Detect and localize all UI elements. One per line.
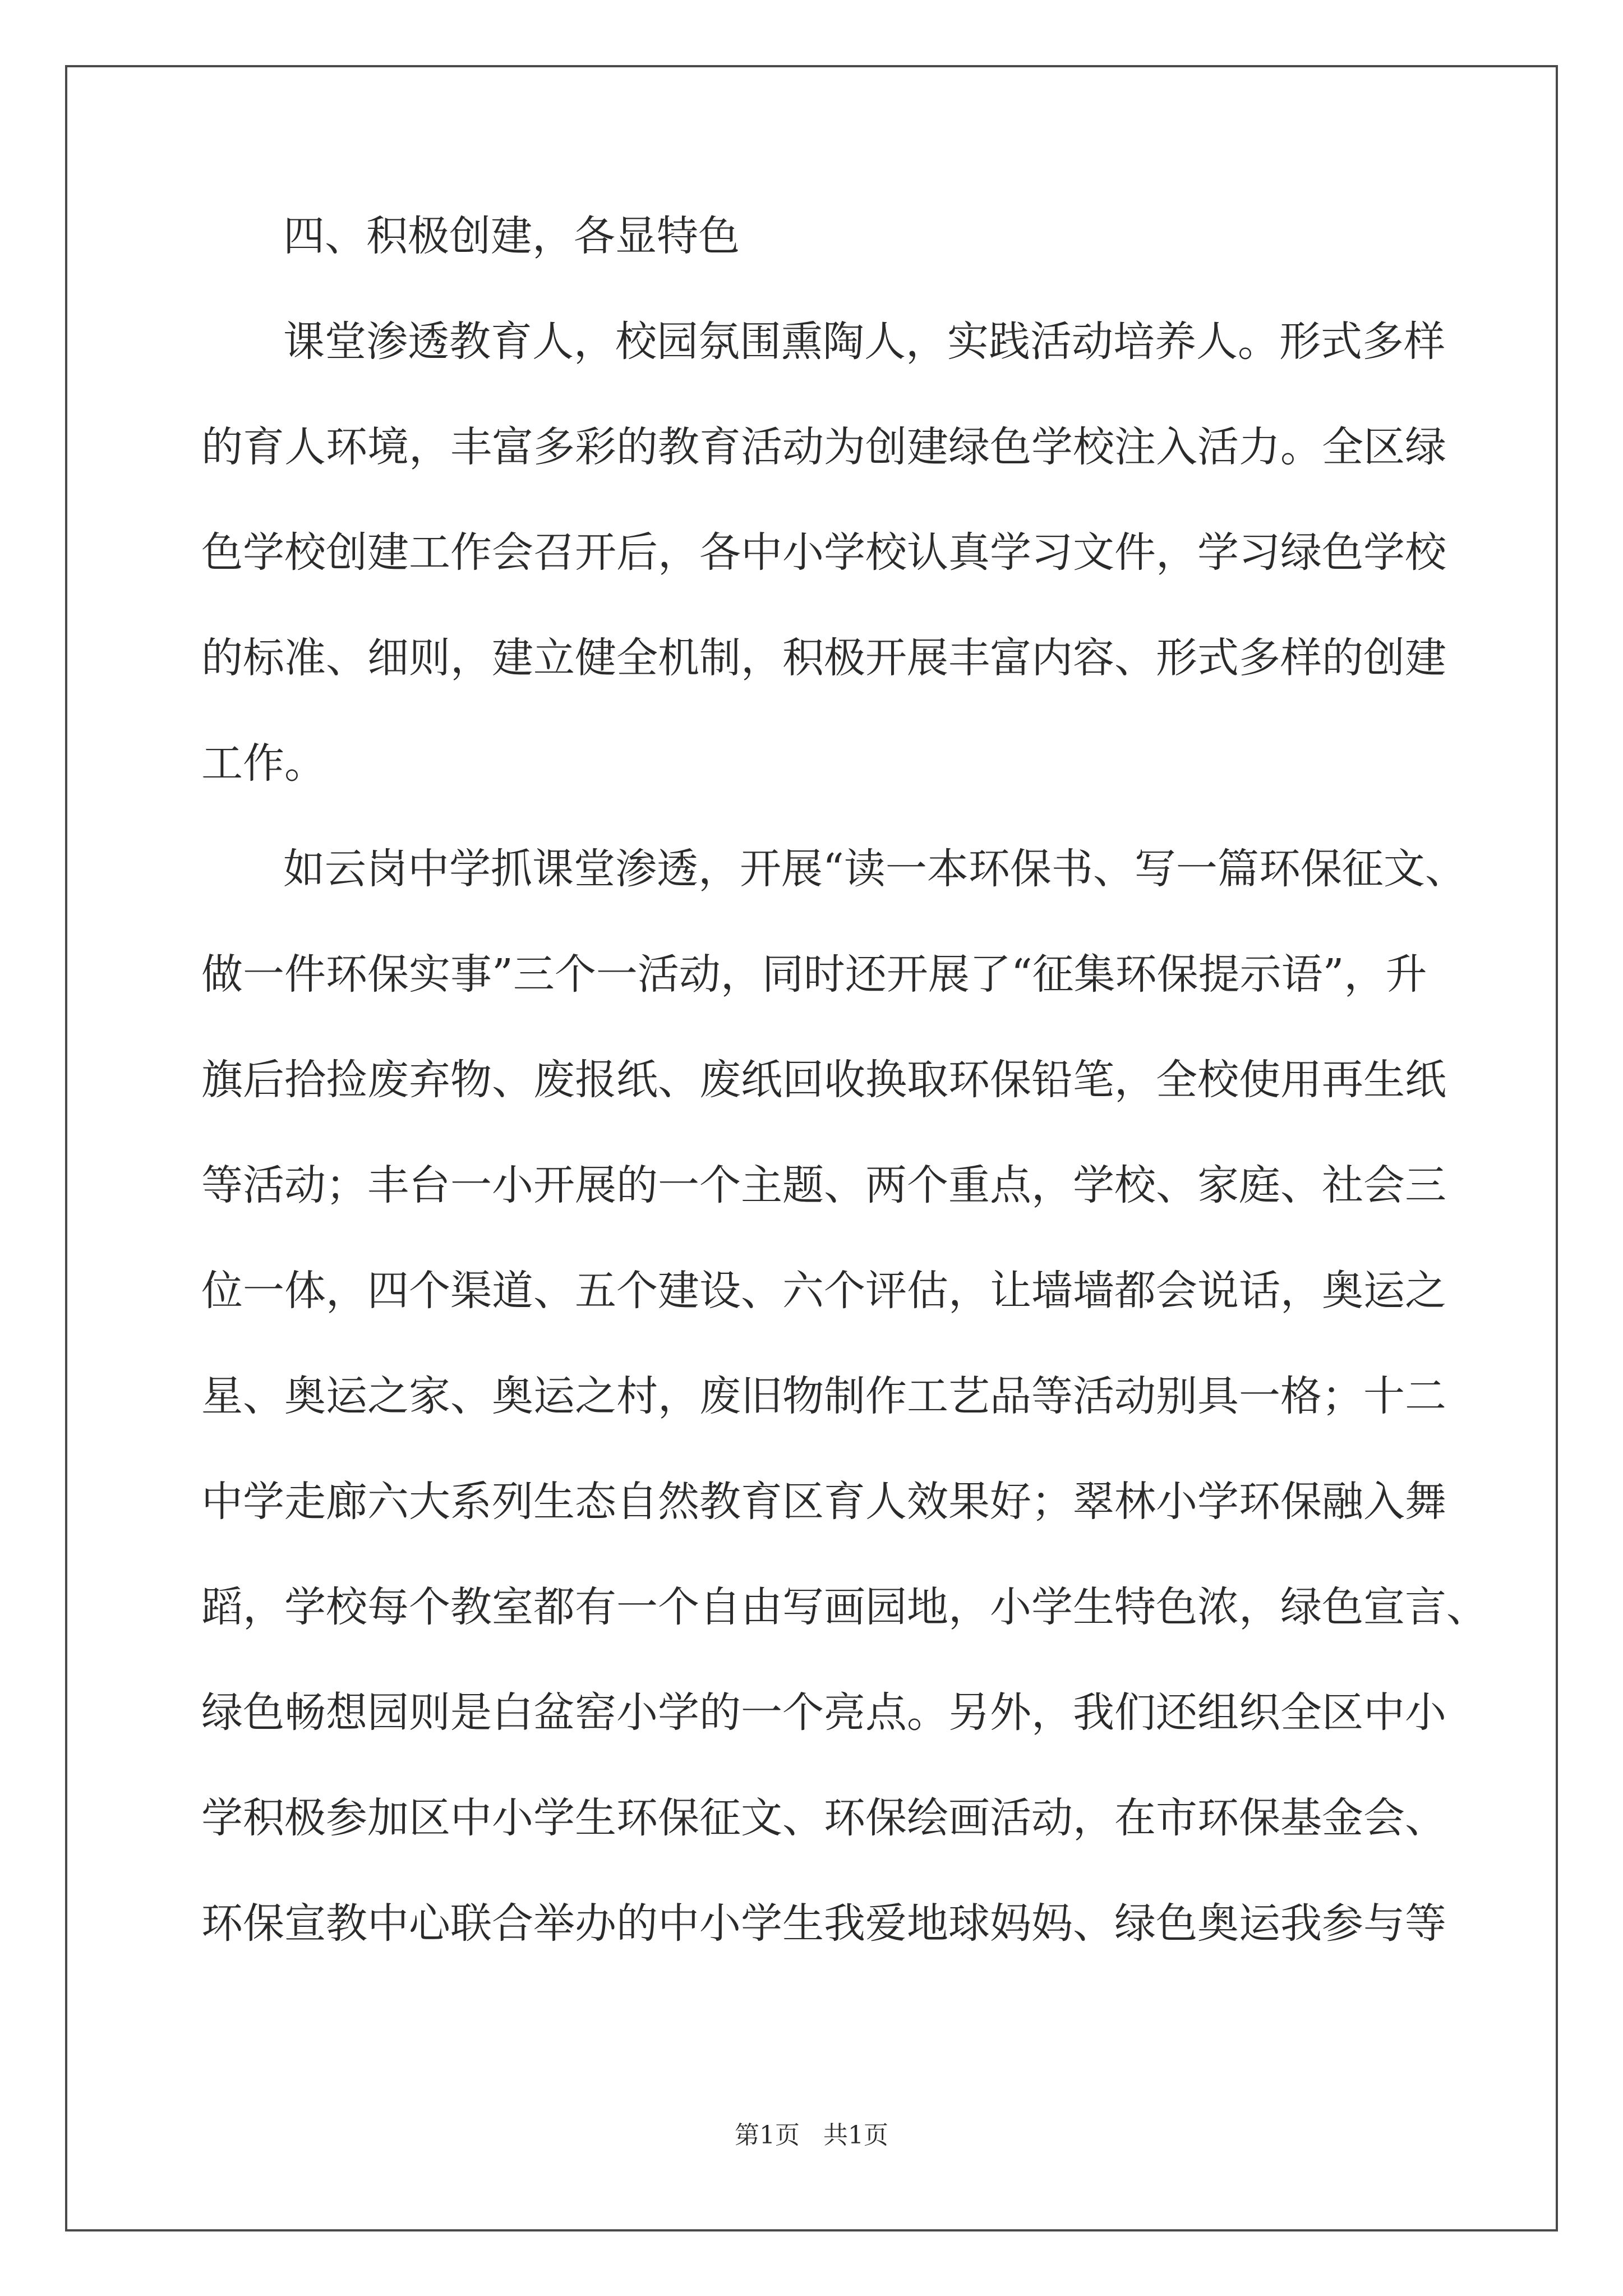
- text-line: 旗后拾捡废弃物、废报纸、废纸回收换取环保铅笔，全校使用再生纸: [201, 1056, 1446, 1104]
- section-heading: 四、积极创建，各显特色: [283, 212, 740, 260]
- text-line: 星、奥运之家、奥运之村，废旧物制作工艺品等活动别具一格；十二: [201, 1372, 1446, 1420]
- page-footer: 第1页 共1页: [735, 2121, 888, 2150]
- text-line: 学积极参加区中小学生环保征文、环保绘画活动，在市环保基金会、: [201, 1794, 1446, 1842]
- document-body: [201, 212, 1488, 2008]
- text-line: 绿色畅想园则是白盆窑小学的一个亮点。另外，我们还组织全区中小: [201, 1688, 1446, 1737]
- text-line: 等活动；丰台一小开展的一个主题、两个重点，学校、家庭、社会三: [201, 1161, 1446, 1209]
- text-line: 如云岗中学抓课堂渗透，开展“读一本环保书、写一篇环保征文、: [283, 845, 1467, 893]
- text-line: 环保宣教中心联合举办的中小学生我爱地球妈妈、绿色奥运我参与等: [201, 1899, 1446, 1948]
- text-line: 课堂渗透教育人，校园氛围熏陶人，实践活动培养人。形式多样: [283, 318, 1445, 366]
- text-line: 的标准、细则，建立健全机制，积极开展丰富内容、形式多样的创建: [201, 634, 1446, 682]
- text-line: 的育人环境，丰富多彩的教育活动为创建绿色学校注入活力。全区绿: [201, 423, 1446, 471]
- text-line: 工作。: [201, 739, 326, 788]
- text-line: 位一体，四个渠道、五个建设、六个评估，让墙墙都会说话，奥运之: [201, 1267, 1446, 1315]
- text-line: 做一件环保实事”三个一活动，同时还开展了“征集环保提示语”，升: [201, 950, 1427, 999]
- text-line: 中学走廊六大系列生态自然教育区育人效果好；翠林小学环保融入舞: [201, 1478, 1446, 1526]
- text-line: 色学校创建工作会召开后，各中小学校认真学习文件，学习绿色学校: [201, 528, 1446, 577]
- text-line: 蹈，学校每个教室都有一个自由写画园地，小学生特色浓，绿色宣言、: [201, 1583, 1488, 1631]
